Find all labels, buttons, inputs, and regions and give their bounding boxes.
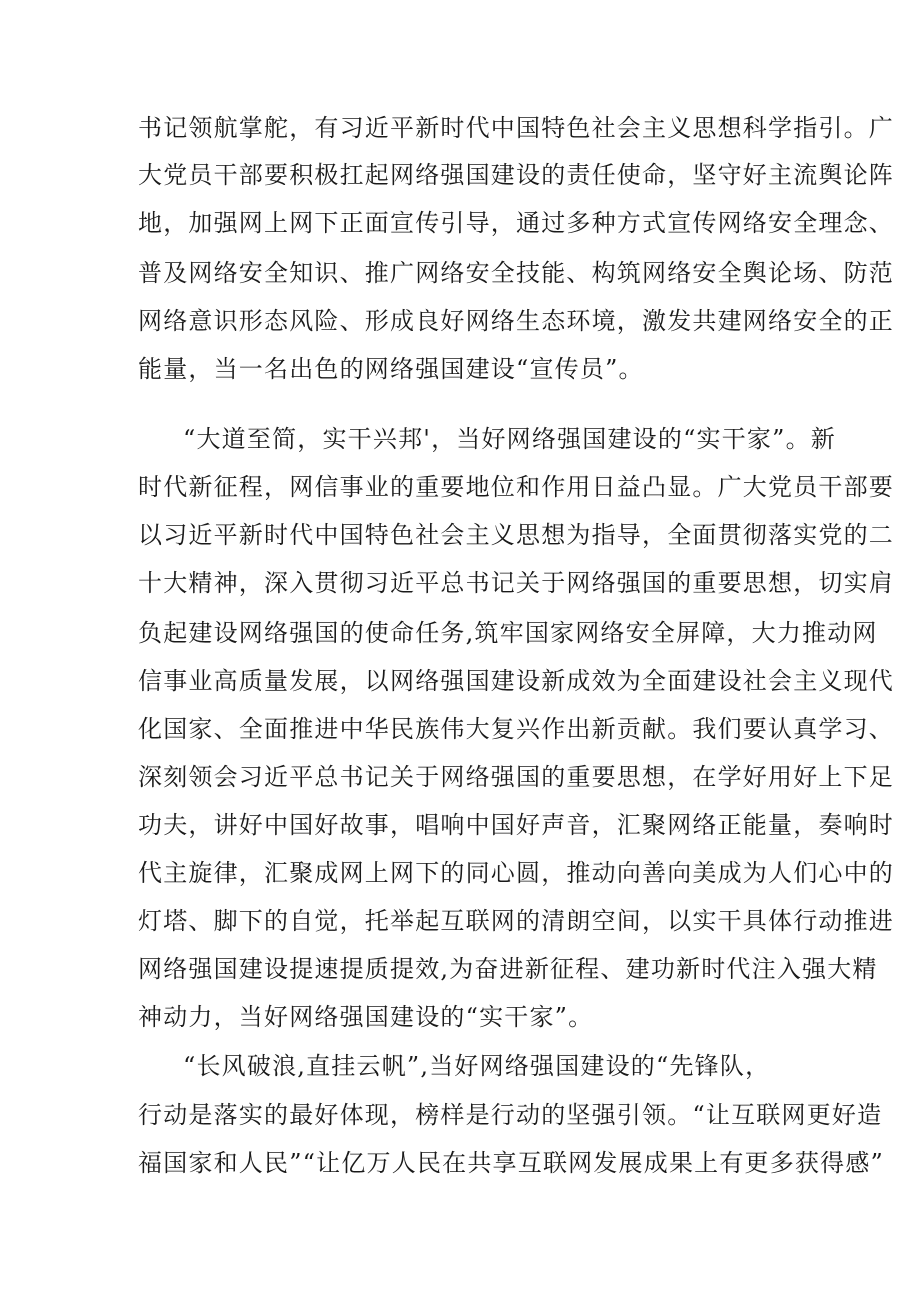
text-line-15: 功夫，讲好中国好故事，唱响中国好声音，汇聚网络正能量，奏响时 bbox=[138, 811, 894, 839]
text-line-3: 地，加强网上网下正面宣传引导，通过多种方式宣传网络安全理念、 bbox=[138, 209, 894, 237]
text-line-7: “大道至简，实干兴邦'，当好网络强国建设的“实干家”。新 bbox=[183, 425, 837, 453]
text-line-13: 化国家、全面推进中华民族伟大复兴作出新贡献。我们要认真学习、 bbox=[138, 715, 894, 743]
text-line-12: 信事业高质量发展，以网络强国建设新成效为全面建设社会主义现代 bbox=[138, 667, 894, 695]
text-line-1: 书记领航掌舵，有习近平新时代中国特色社会主义思想科学指引。广 bbox=[138, 114, 894, 142]
text-line-4: 普及网络安全知识、推广网络安全技能、构筑网络安全舆论场、防范 bbox=[138, 259, 894, 287]
text-line-17: 灯塔、脚下的自觉，托举起互联网的清朗空间，以实干具体行动推进 bbox=[138, 907, 894, 935]
text-line-8: 时代新征程，网信事业的重要地位和作用日益凸显。广大党员干部要 bbox=[138, 473, 894, 501]
text-line-2: 大党员干部要积极扛起网络强国建设的责任使命，坚守好主流舆论阵 bbox=[138, 161, 894, 189]
text-line-22: 福国家和人民”“让亿万人民在共享互联网发展成果上有更多获得感” bbox=[138, 1149, 885, 1177]
text-line-19: 神动力，当好网络强国建设的“实干家”。 bbox=[138, 1003, 594, 1031]
text-line-11: 负起建设网络强国的使命任务,筑牢国家网络安全屏障，大力推动网 bbox=[138, 619, 878, 647]
text-line-6: 能量，当一名出色的网络强国建设“宣传员”。 bbox=[138, 355, 644, 383]
text-line-10: 十大精神，深入贯彻习近平总书记关于网络强国的重要思想，切实肩 bbox=[138, 569, 894, 597]
text-line-14: 深刻领会习近平总书记关于网络强国的重要思想，在学好用好上下足 bbox=[138, 763, 894, 791]
text-line-9: 以习近平新时代中国特色社会主义思想为指导，全面贯彻落实党的二 bbox=[138, 521, 894, 549]
text-line-21: 行动是落实的最好体现，榜样是行动的坚强引领。“让互联网更好造 bbox=[138, 1101, 883, 1129]
text-line-20: “长风破浪,直挂云帆”,当好网络强国建设的“先锋队， bbox=[183, 1052, 771, 1080]
text-line-18: 网络强国建设提速提质提效,为奋进新征程、建功新时代注入强大精 bbox=[138, 955, 878, 983]
text-line-16: 代主旋律，汇聚成网上网下的同心圆，推动向善向美成为人们心中的 bbox=[138, 859, 894, 887]
text-line-5: 网络意识形态风险、形成良好网络生态环境，激发共建网络安全的正 bbox=[138, 307, 894, 335]
